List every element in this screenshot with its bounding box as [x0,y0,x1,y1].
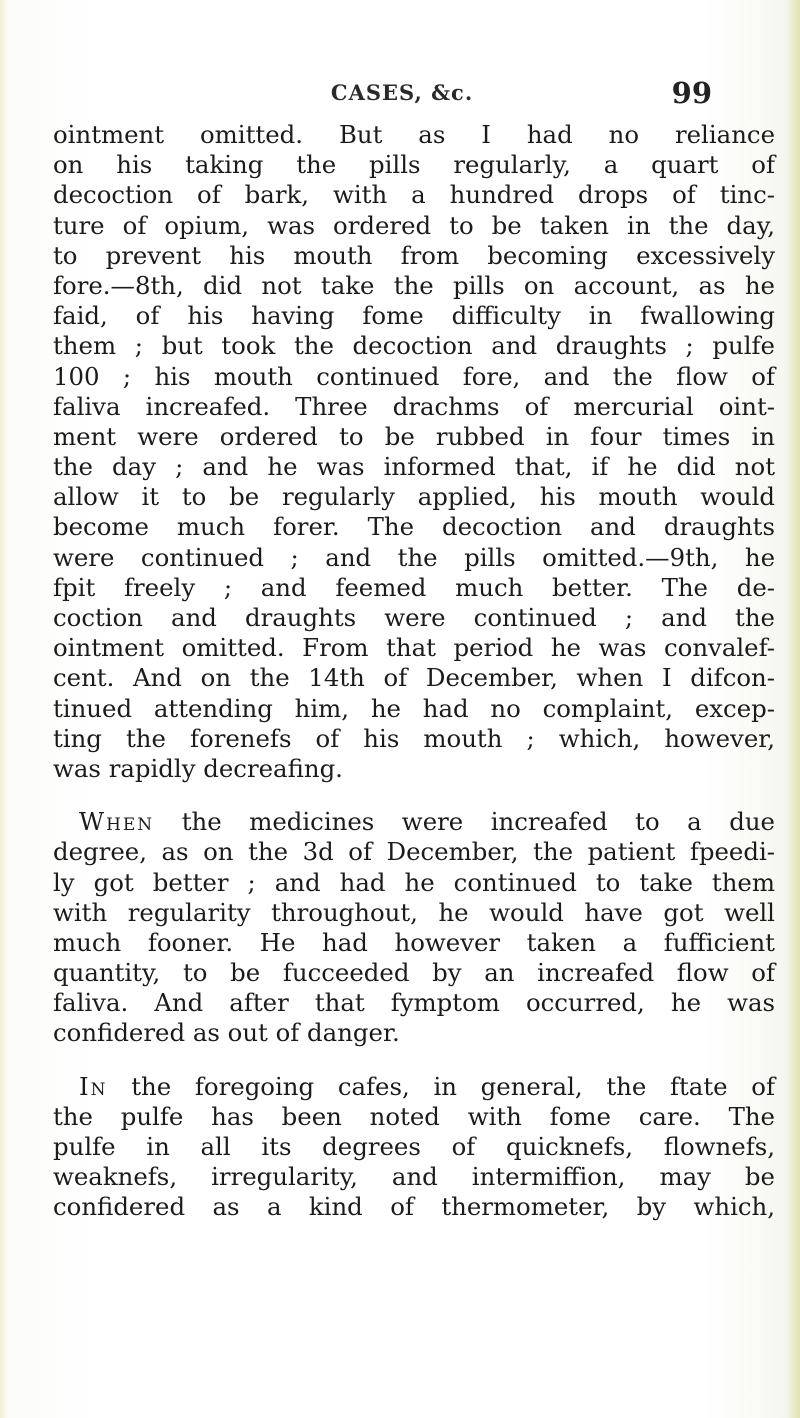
first-line-rest: the medicines were increafed to a due [181,807,775,837]
page-edge-right [786,0,800,1418]
text-line: allow it to be regularly applied, his mouth would [53,482,775,512]
text-line: 100 ; his mouth continued fore, and the flow of [53,361,775,391]
text-line: fpit freely ; and feemed much better. The de- [53,572,775,602]
text-line: was rapidly decreafing. [53,753,343,783]
text-line: the day ; and he was informed that, if he did not [53,452,775,482]
text-line: ointment omitted. But as I had no reliance [53,120,775,149]
text-line: quantity, to be fucceeded by an increafed flow of [53,958,775,988]
text-line: ment were ordered to be rubbed in four times in [53,421,775,451]
text-line: confidered as a kind of thermometer, by which, [53,1192,775,1222]
text-line: fore.—8th, did not take the pills on account, as he [53,270,775,300]
paragraph-lead-word: In [79,1071,108,1101]
text-line: on his taking the pills regularly, a quart of [53,150,775,180]
text-line: weaknefs, irregularity, and intermiffion, may be [53,1162,775,1192]
text-line: coction and draughts were continued ; and the [53,603,775,632]
text-line: ly got better ; and had he continued to take them [53,867,775,897]
text-line: were continued ; and the pills omitted.—9th, he [53,542,775,572]
text-line [53,807,775,837]
page-edge-left [0,0,8,1418]
page-number: 99 [671,76,712,110]
text-line: pulfe in all its degrees of quicknefs, flownefs, [53,1132,775,1161]
first-line-rest: the foregoing cafes, in general, the ftate of [131,1071,775,1101]
text-line: become much forer. The decoction and draughts [53,512,775,542]
paragraph-1 [53,120,775,784]
text-line: decoction of bark, with a hundred drops of tinc- [53,180,775,210]
text-line: them ; but took the decoction and draughts ; pulfe [53,331,775,361]
text-line: with regularity throughout, he would have got well [53,897,775,927]
text-line: tinued attending him, he had no complaint, excep- [53,693,775,723]
text-line: confidered as out of danger. [53,1018,400,1048]
text-line: ointment omitted. From that period he was convalef- [53,633,775,663]
page-header [52,76,774,114]
text-line: faliva increafed. Three drachms of mercurial oint- [53,391,775,421]
text-line: ting the forenefs of his mouth ; which, however, [53,723,775,753]
text-line: faid, of his having fome difficulty in fwallowing [53,301,775,331]
paragraph-2 [53,807,775,1049]
text-line: degree, as on the 3d of December, the patient fpeedi- [53,837,775,867]
paragraph-lead-word: When [79,807,155,837]
text-line: much fooner. He had however taken a fufficient [53,927,775,957]
body-text [53,120,775,1223]
running-head: CASES, &c. [330,80,474,105]
paragraph-spacer [53,1049,775,1072]
text-line: to prevent his mouth from becoming excessively [53,240,775,270]
text-line: the pulfe has been noted with fome care. The [53,1101,775,1131]
text-line: faliva. And after that fymptom occurred, he was [53,988,775,1018]
paragraph-3 [53,1072,775,1223]
text-line: ture of opium, was ordered to be taken in the day, [53,210,775,240]
paragraph-spacer [53,784,775,807]
text-line [53,1072,775,1102]
text-line: cent. And on the 14th of December, when I difcon- [53,663,775,693]
